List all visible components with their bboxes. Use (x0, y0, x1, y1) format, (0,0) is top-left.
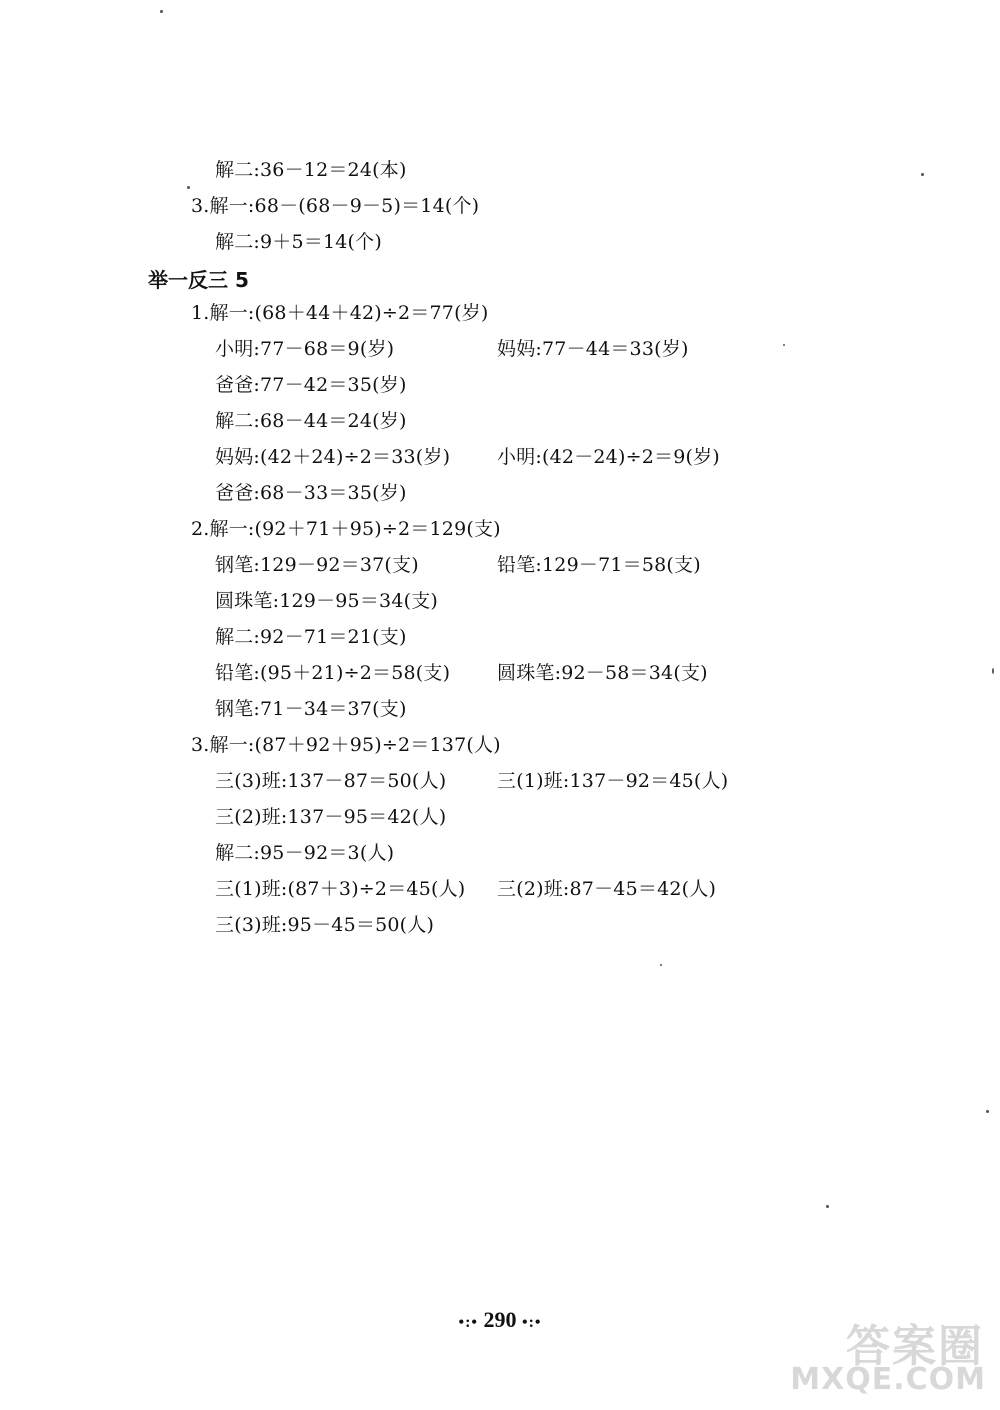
answer-line: 解二:36－12＝24(本) (215, 159, 407, 181)
answer-line: 三(2)班:87－45＝42(人) (497, 878, 717, 900)
answer-line: 钢笔:129－92＝37(支) (215, 554, 419, 576)
answer-line: 1.解一:(68＋44＋42)÷2＝77(岁) (191, 302, 489, 324)
answer-line: 铅笔:129－71＝58(支) (497, 554, 701, 576)
answer-line: 圆珠笔:92－58＝34(支) (497, 662, 708, 684)
scan-speck (992, 668, 994, 674)
answer-line: 3.解一:(87＋92＋95)÷2＝137(人) (191, 734, 501, 756)
answer-line: 解二:9＋5＝14(个) (215, 231, 382, 253)
scan-speck (921, 173, 924, 176)
scan-speck (826, 1205, 829, 1208)
watermark-logo (788, 1310, 988, 1400)
section-heading: 举一反三 5 (148, 268, 249, 292)
answer-line: 圆珠笔:129－95＝34(支) (215, 590, 439, 612)
answer-line: 钢笔:71－34＝37(支) (215, 698, 407, 720)
scan-speck (783, 344, 785, 346)
answer-line: 三(1)班:137－92＝45(人) (497, 770, 729, 792)
page-number: 290 (483, 1307, 517, 1332)
answer-line: 小明:77－68＝9(岁) (215, 338, 395, 360)
answer-line: 三(3)班:137－87＝50(人) (215, 770, 447, 792)
scan-speck (986, 1110, 989, 1113)
answer-line: 解二:95－92＝3(人) (215, 842, 395, 864)
dots-ornament-right: •:• (522, 1314, 542, 1331)
answer-line: 三(3)班:95－45＝50(人) (215, 914, 435, 936)
scan-speck (160, 10, 163, 13)
answer-line: 爸爸:77－42＝35(岁) (215, 374, 407, 396)
scan-speck (187, 186, 190, 189)
dots-ornament-left: •:• (458, 1314, 478, 1331)
answer-line: 妈妈:77－44＝33(岁) (497, 338, 689, 360)
answer-line: 2.解一:(92＋71＋95)÷2＝129(支) (191, 518, 501, 540)
answer-line: 小明:(42－24)÷2＝9(岁) (497, 446, 720, 468)
answer-line: 3.解一:68－(68－9－5)＝14(个) (191, 195, 480, 217)
watermark-cn: 答案圈 (846, 1321, 984, 1372)
answer-line: 妈妈:(42＋24)÷2＝33(岁) (215, 446, 451, 468)
answer-line: 解二:92－71＝21(支) (215, 626, 407, 648)
answer-line: 爸爸:68－33＝35(岁) (215, 482, 407, 504)
answer-line: 三(2)班:137－95＝42(人) (215, 806, 447, 828)
watermark-en: MXQE.COM (790, 1362, 986, 1397)
answer-line: 解二:68－44＝24(岁) (215, 410, 407, 432)
scan-speck (660, 964, 662, 966)
answer-line: 三(1)班:(87＋3)÷2＝45(人) (215, 878, 466, 900)
answer-line: 铅笔:(95＋21)÷2＝58(支) (215, 662, 451, 684)
